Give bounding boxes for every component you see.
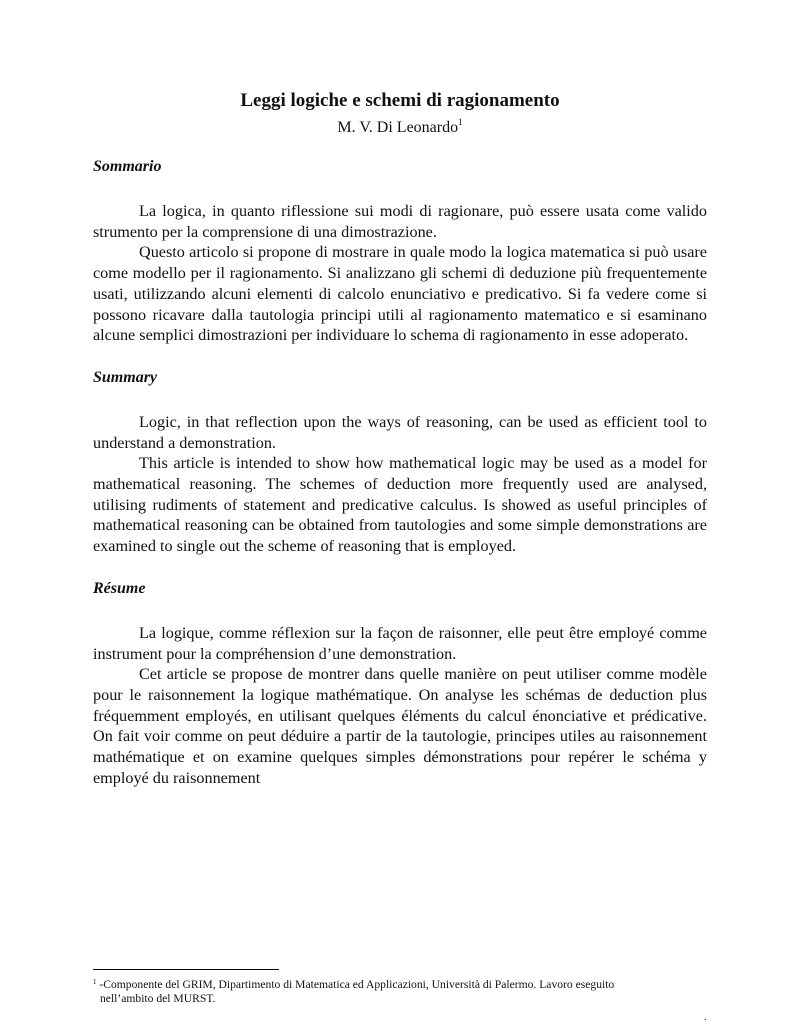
article-author [93, 112, 707, 138]
page-mark: . [704, 1012, 707, 1023]
paragraph: Questo articolo si propone di mostrare in quale modo la logica matematica si può usare come modello per il ragionamento. Si analizzano gli schemi di deduzione più frequentemente usati, utilizzando alcuni elementi di calcolo enunciativo e predicativo. Si fa vedere come si possono ricavare dalla tautologia principi utili al ragionamento matematico e si esaminano alcune semplici dimostrazioni per individuare lo schema di ragionamento in esse adoperato. [93, 243, 707, 345]
paragraph: La logique, comme réflexion sur la façon de raisonner, elle peut être employé comme instrument pour la compréhension d’une demonstration. [93, 623, 707, 663]
footnote-line-2: nell’ambito del MURST. [100, 992, 216, 1005]
footnote-marker: 1 [458, 117, 463, 127]
section-heading-sommario: Sommario [93, 158, 162, 175]
footnote-line-1 [93, 975, 707, 992]
paragraph: This article is intended to show how mathematical logic may be used as a model for mathematical reasoning. The schemes of deduction more frequently used are analysed, utilising rudiments of statement and predicative calculus. Is showed as useful principles of mathematical reasoning can be obtained from tautologies and some simple demonstrations are examined to single out the scheme of reasoning that is employed. [93, 454, 707, 556]
author-name: M. V. Di Leonardo [337, 119, 459, 136]
section-heading-resume: Résume [93, 579, 146, 597]
section-heading-summary: Summary [93, 368, 158, 386]
article-title: Leggi logiche e schemi di ragionamento [240, 90, 560, 111]
footnote-divider [93, 969, 279, 970]
paragraph: Cet article se propose de montrer dans quelle manière on peut utiliser comme modèle pour le raisonnement la logique mathématique. On analyse les schémas de deduction plus fréquemment employés, en utilisant quelques éléments du calcul énonciative et prédicative. On fait voir comme on peut déduire a partir de la tautologie, principes utiles au raisonnement mathématique et on examine quelques simples démonstrations pour repérer le schéma y employé du raisonnement [93, 665, 707, 787]
article-body [93, 90, 707, 788]
footnote-text: -Componente del GRIM, Dipartimento di Matematica ed Applicazioni, Università di Palermo. Lavoro eseguito [96, 978, 615, 991]
footnote-number: 1 [93, 978, 97, 986]
footnote [93, 975, 707, 1006]
paragraph: Logic, in that reflection upon the ways of reasoning, can be used as efficient tool to understand a demonstration. [93, 412, 707, 452]
paragraph: La logica, in quanto riflessione sui modi di ragionare, può essere usata come valido strumento per la comprensione di una dimostrazione. [93, 202, 707, 241]
